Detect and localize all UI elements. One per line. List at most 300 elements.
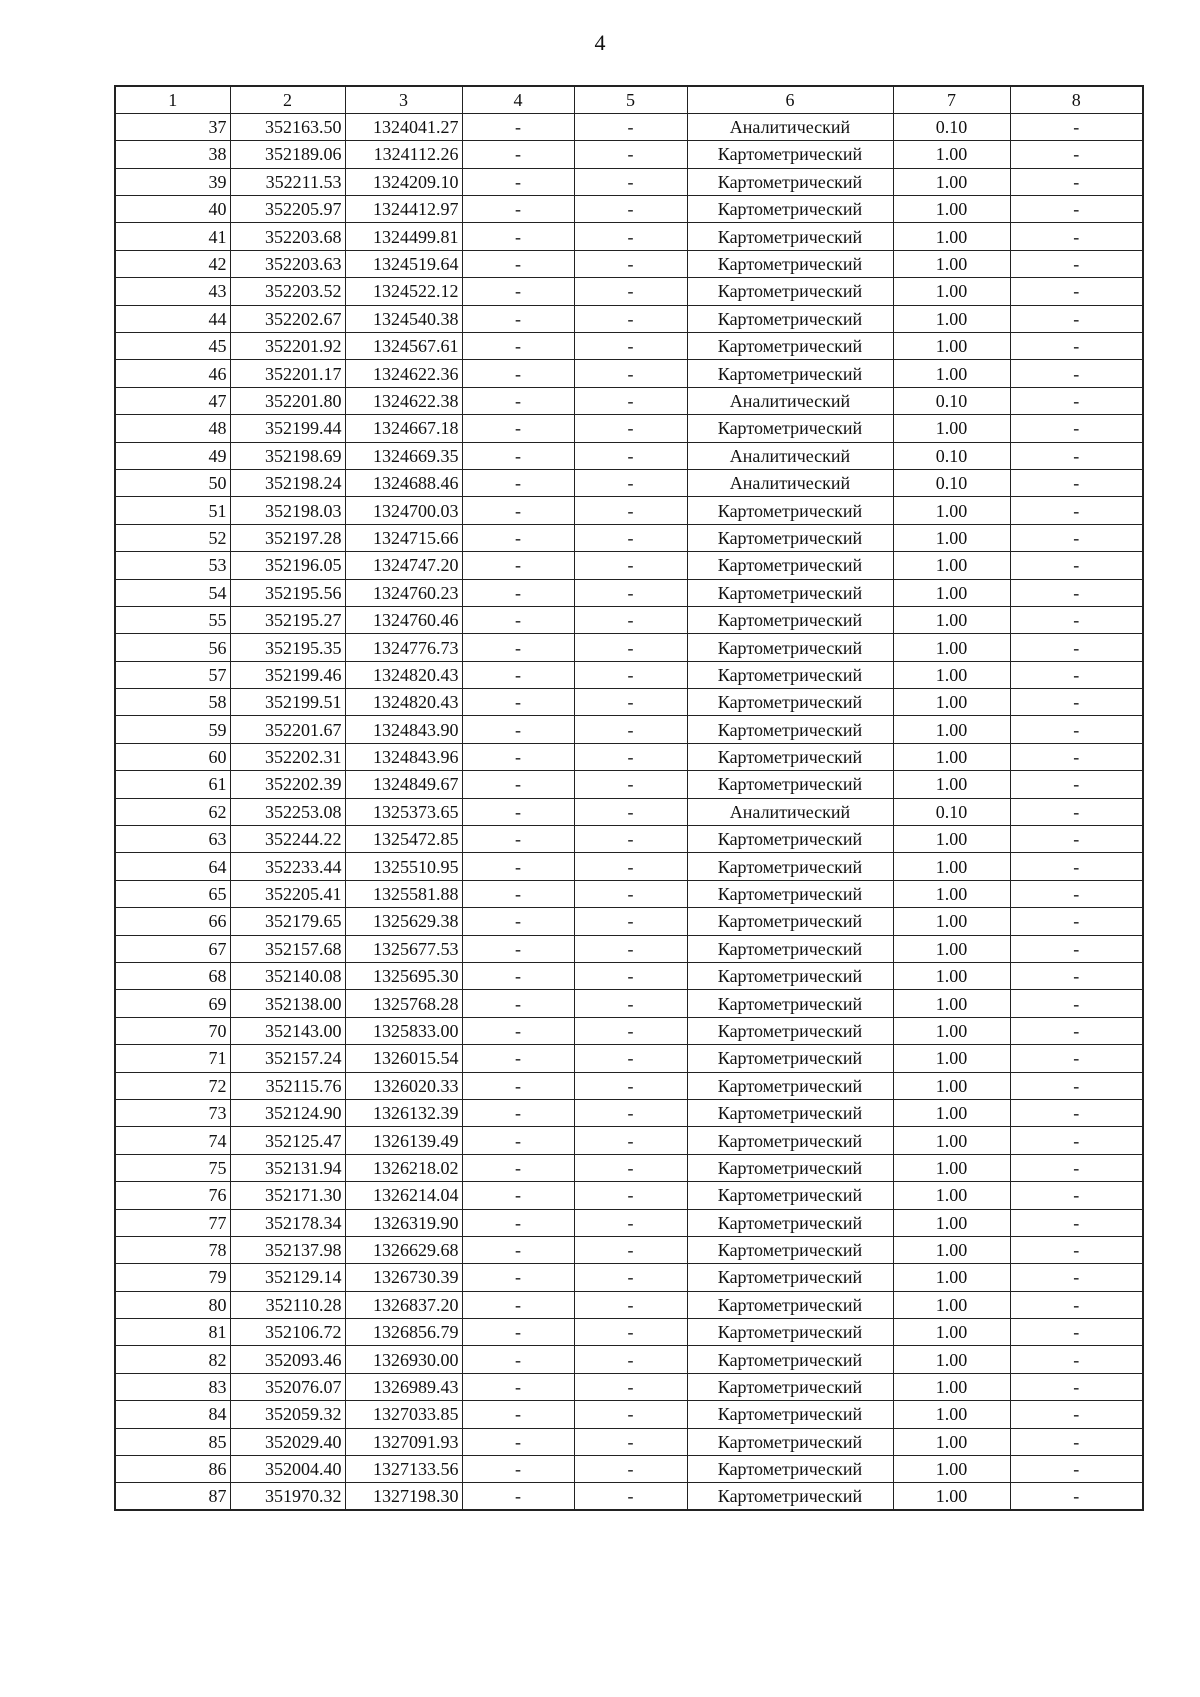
col4-cell: -: [462, 606, 574, 633]
point-number-cell: 64: [115, 853, 230, 880]
col8-cell: -: [1010, 1099, 1143, 1126]
method-cell: Картометрический: [687, 1401, 893, 1428]
method-cell: Картометрический: [687, 1428, 893, 1455]
x-coordinate-cell: 352202.67: [230, 305, 345, 332]
y-coordinate-cell: 1324776.73: [345, 634, 462, 661]
col8-cell: -: [1010, 1346, 1143, 1373]
col5-cell: -: [574, 963, 687, 990]
col5-cell: -: [574, 141, 687, 168]
y-coordinate-cell: 1324700.03: [345, 497, 462, 524]
col4-cell: -: [462, 1099, 574, 1126]
col5-cell: -: [574, 880, 687, 907]
y-coordinate-cell: 1324112.26: [345, 141, 462, 168]
accuracy-cell: 1.00: [893, 880, 1010, 907]
col8-cell: -: [1010, 305, 1143, 332]
method-cell: Картометрический: [687, 826, 893, 853]
method-cell: Картометрический: [687, 333, 893, 360]
table-row: [115, 1127, 1143, 1154]
accuracy-cell: 1.00: [893, 1017, 1010, 1044]
col8-cell: -: [1010, 963, 1143, 990]
accuracy-cell: 1.00: [893, 935, 1010, 962]
accuracy-cell: 1.00: [893, 1456, 1010, 1483]
col8-cell: -: [1010, 469, 1143, 496]
table-row: [115, 1373, 1143, 1400]
col4-cell: -: [462, 387, 574, 414]
table-row: [115, 469, 1143, 496]
accuracy-cell: 1.00: [893, 1291, 1010, 1318]
x-coordinate-cell: 352137.98: [230, 1236, 345, 1263]
y-coordinate-cell: 1324522.12: [345, 278, 462, 305]
accuracy-cell: 1.00: [893, 1428, 1010, 1455]
accuracy-cell: 1.00: [893, 223, 1010, 250]
col5-cell: -: [574, 1045, 687, 1072]
col4-cell: -: [462, 223, 574, 250]
method-cell: Картометрический: [687, 634, 893, 661]
col4-cell: -: [462, 716, 574, 743]
col4-cell: -: [462, 771, 574, 798]
table-row: [115, 442, 1143, 469]
col8-cell: -: [1010, 880, 1143, 907]
point-number-cell: 80: [115, 1291, 230, 1318]
point-number-cell: 56: [115, 634, 230, 661]
x-coordinate-cell: 352110.28: [230, 1291, 345, 1318]
column-header: 3: [345, 86, 462, 113]
accuracy-cell: 1.00: [893, 689, 1010, 716]
y-coordinate-cell: 1325629.38: [345, 908, 462, 935]
col8-cell: -: [1010, 1017, 1143, 1044]
table-row: [115, 1045, 1143, 1072]
method-cell: Картометрический: [687, 1456, 893, 1483]
point-number-cell: 70: [115, 1017, 230, 1044]
point-number-cell: 67: [115, 935, 230, 962]
point-number-cell: 43: [115, 278, 230, 305]
col4-cell: -: [462, 826, 574, 853]
col5-cell: -: [574, 716, 687, 743]
col4-cell: -: [462, 524, 574, 551]
y-coordinate-cell: 1326837.20: [345, 1291, 462, 1318]
x-coordinate-cell: 352244.22: [230, 826, 345, 853]
method-cell: Картометрический: [687, 880, 893, 907]
accuracy-cell: 0.10: [893, 798, 1010, 825]
method-cell: Картометрический: [687, 908, 893, 935]
col4-cell: -: [462, 497, 574, 524]
x-coordinate-cell: 352093.46: [230, 1346, 345, 1373]
col5-cell: -: [574, 223, 687, 250]
col8-cell: -: [1010, 1291, 1143, 1318]
method-cell: Аналитический: [687, 113, 893, 140]
table-row: [115, 606, 1143, 633]
col8-cell: -: [1010, 990, 1143, 1017]
x-coordinate-cell: 352202.39: [230, 771, 345, 798]
col4-cell: -: [462, 168, 574, 195]
point-number-cell: 38: [115, 141, 230, 168]
col4-cell: -: [462, 661, 574, 688]
table-row: [115, 1456, 1143, 1483]
accuracy-cell: 1.00: [893, 1127, 1010, 1154]
y-coordinate-cell: 1324540.38: [345, 305, 462, 332]
x-coordinate-cell: 352253.08: [230, 798, 345, 825]
y-coordinate-cell: 1325472.85: [345, 826, 462, 853]
method-cell: Картометрический: [687, 1373, 893, 1400]
table-row: [115, 880, 1143, 907]
y-coordinate-cell: 1324412.97: [345, 196, 462, 223]
column-header: 7: [893, 86, 1010, 113]
point-number-cell: 52: [115, 524, 230, 551]
y-coordinate-cell: 1326930.00: [345, 1346, 462, 1373]
point-number-cell: 69: [115, 990, 230, 1017]
y-coordinate-cell: 1324622.38: [345, 387, 462, 414]
y-coordinate-cell: 1326856.79: [345, 1319, 462, 1346]
col8-cell: -: [1010, 1401, 1143, 1428]
col8-cell: -: [1010, 223, 1143, 250]
point-number-cell: 79: [115, 1264, 230, 1291]
col8-cell: -: [1010, 415, 1143, 442]
method-cell: Картометрический: [687, 1483, 893, 1510]
method-cell: Картометрический: [687, 1319, 893, 1346]
col5-cell: -: [574, 250, 687, 277]
col5-cell: -: [574, 661, 687, 688]
col5-cell: -: [574, 469, 687, 496]
table-row: [115, 415, 1143, 442]
table-row: [115, 1154, 1143, 1181]
y-coordinate-cell: 1327133.56: [345, 1456, 462, 1483]
method-cell: Аналитический: [687, 469, 893, 496]
table-row: [115, 1401, 1143, 1428]
col5-cell: -: [574, 278, 687, 305]
method-cell: Картометрический: [687, 223, 893, 250]
col5-cell: -: [574, 168, 687, 195]
col5-cell: -: [574, 579, 687, 606]
method-cell: Картометрический: [687, 963, 893, 990]
x-coordinate-cell: 352178.34: [230, 1209, 345, 1236]
table-row: [115, 935, 1143, 962]
table-row: [115, 1264, 1143, 1291]
col5-cell: -: [574, 1483, 687, 1510]
method-cell: Картометрический: [687, 1072, 893, 1099]
point-number-cell: 53: [115, 552, 230, 579]
accuracy-cell: 1.00: [893, 497, 1010, 524]
point-number-cell: 57: [115, 661, 230, 688]
col8-cell: -: [1010, 552, 1143, 579]
table-row: [115, 579, 1143, 606]
accuracy-cell: 1.00: [893, 716, 1010, 743]
point-number-cell: 84: [115, 1401, 230, 1428]
x-coordinate-cell: 352201.80: [230, 387, 345, 414]
y-coordinate-cell: 1324747.20: [345, 552, 462, 579]
x-coordinate-cell: 352163.50: [230, 113, 345, 140]
col5-cell: -: [574, 798, 687, 825]
y-coordinate-cell: 1325373.65: [345, 798, 462, 825]
point-number-cell: 39: [115, 168, 230, 195]
y-coordinate-cell: 1327091.93: [345, 1428, 462, 1455]
col5-cell: -: [574, 1373, 687, 1400]
table-row: [115, 990, 1143, 1017]
method-cell: Картометрический: [687, 305, 893, 332]
accuracy-cell: 1.00: [893, 278, 1010, 305]
method-cell: Аналитический: [687, 798, 893, 825]
col4-cell: -: [462, 1456, 574, 1483]
col8-cell: -: [1010, 1483, 1143, 1510]
col8-cell: -: [1010, 497, 1143, 524]
y-coordinate-cell: 1324843.90: [345, 716, 462, 743]
table-row: [115, 826, 1143, 853]
x-coordinate-cell: 352198.24: [230, 469, 345, 496]
table-row: [115, 497, 1143, 524]
method-cell: Картометрический: [687, 1291, 893, 1318]
col5-cell: -: [574, 497, 687, 524]
point-number-cell: 75: [115, 1154, 230, 1181]
accuracy-cell: 1.00: [893, 634, 1010, 661]
y-coordinate-cell: 1324669.35: [345, 442, 462, 469]
accuracy-cell: 0.10: [893, 387, 1010, 414]
col8-cell: -: [1010, 661, 1143, 688]
col4-cell: -: [462, 689, 574, 716]
y-coordinate-cell: 1324849.67: [345, 771, 462, 798]
x-coordinate-cell: 352196.05: [230, 552, 345, 579]
col8-cell: -: [1010, 1264, 1143, 1291]
col8-cell: -: [1010, 278, 1143, 305]
y-coordinate-cell: 1325677.53: [345, 935, 462, 962]
col8-cell: -: [1010, 1456, 1143, 1483]
col5-cell: -: [574, 1291, 687, 1318]
point-number-cell: 58: [115, 689, 230, 716]
method-cell: Картометрический: [687, 1017, 893, 1044]
x-coordinate-cell: 352205.41: [230, 880, 345, 907]
col4-cell: -: [462, 990, 574, 1017]
col8-cell: -: [1010, 771, 1143, 798]
point-number-cell: 68: [115, 963, 230, 990]
col5-cell: -: [574, 634, 687, 661]
point-number-cell: 63: [115, 826, 230, 853]
accuracy-cell: 1.00: [893, 963, 1010, 990]
column-header: 4: [462, 86, 574, 113]
accuracy-cell: 1.00: [893, 524, 1010, 551]
y-coordinate-cell: 1324499.81: [345, 223, 462, 250]
col5-cell: -: [574, 908, 687, 935]
col4-cell: -: [462, 469, 574, 496]
col5-cell: -: [574, 1127, 687, 1154]
col4-cell: -: [462, 853, 574, 880]
y-coordinate-cell: 1326218.02: [345, 1154, 462, 1181]
x-coordinate-cell: 352140.08: [230, 963, 345, 990]
x-coordinate-cell: 352202.31: [230, 743, 345, 770]
table-row: [115, 798, 1143, 825]
table-row: [115, 743, 1143, 770]
method-cell: Картометрический: [687, 935, 893, 962]
x-coordinate-cell: 352198.69: [230, 442, 345, 469]
point-number-cell: 83: [115, 1373, 230, 1400]
y-coordinate-cell: 1325833.00: [345, 1017, 462, 1044]
col8-cell: -: [1010, 579, 1143, 606]
point-number-cell: 60: [115, 743, 230, 770]
table-row: [115, 634, 1143, 661]
point-number-cell: 45: [115, 333, 230, 360]
column-header: 5: [574, 86, 687, 113]
col5-cell: -: [574, 826, 687, 853]
point-number-cell: 77: [115, 1209, 230, 1236]
col8-cell: -: [1010, 1319, 1143, 1346]
table-row: [115, 524, 1143, 551]
x-coordinate-cell: 352199.51: [230, 689, 345, 716]
accuracy-cell: 1.00: [893, 606, 1010, 633]
col8-cell: -: [1010, 250, 1143, 277]
table-row: [115, 360, 1143, 387]
col8-cell: -: [1010, 196, 1143, 223]
accuracy-cell: 1.00: [893, 1209, 1010, 1236]
table-row: [115, 552, 1143, 579]
accuracy-cell: 1.00: [893, 168, 1010, 195]
col8-cell: -: [1010, 168, 1143, 195]
x-coordinate-cell: 352205.97: [230, 196, 345, 223]
y-coordinate-cell: 1326132.39: [345, 1099, 462, 1126]
col5-cell: -: [574, 1319, 687, 1346]
col8-cell: -: [1010, 1127, 1143, 1154]
x-coordinate-cell: 352233.44: [230, 853, 345, 880]
col4-cell: -: [462, 963, 574, 990]
table-row: [115, 1209, 1143, 1236]
x-coordinate-cell: 352195.56: [230, 579, 345, 606]
y-coordinate-cell: 1326629.68: [345, 1236, 462, 1263]
col8-cell: -: [1010, 1182, 1143, 1209]
accuracy-cell: 1.00: [893, 250, 1010, 277]
y-coordinate-cell: 1326139.49: [345, 1127, 462, 1154]
column-header: 1: [115, 86, 230, 113]
point-number-cell: 59: [115, 716, 230, 743]
accuracy-cell: 1.00: [893, 908, 1010, 935]
col5-cell: -: [574, 935, 687, 962]
col5-cell: -: [574, 771, 687, 798]
accuracy-cell: 1.00: [893, 1236, 1010, 1263]
accuracy-cell: 1.00: [893, 141, 1010, 168]
point-number-cell: 86: [115, 1456, 230, 1483]
accuracy-cell: 1.00: [893, 661, 1010, 688]
col5-cell: -: [574, 990, 687, 1017]
col4-cell: -: [462, 1483, 574, 1510]
col4-cell: -: [462, 1017, 574, 1044]
col4-cell: -: [462, 1072, 574, 1099]
table-row: [115, 1099, 1143, 1126]
accuracy-cell: 1.00: [893, 579, 1010, 606]
method-cell: Картометрический: [687, 360, 893, 387]
point-number-cell: 47: [115, 387, 230, 414]
col4-cell: -: [462, 880, 574, 907]
point-number-cell: 37: [115, 113, 230, 140]
accuracy-cell: 1.00: [893, 1319, 1010, 1346]
point-number-cell: 40: [115, 196, 230, 223]
method-cell: Аналитический: [687, 442, 893, 469]
table-row: [115, 223, 1143, 250]
method-cell: Картометрический: [687, 1127, 893, 1154]
x-coordinate-cell: 352129.14: [230, 1264, 345, 1291]
column-header: 8: [1010, 86, 1143, 113]
col5-cell: -: [574, 305, 687, 332]
col5-cell: -: [574, 360, 687, 387]
col4-cell: -: [462, 798, 574, 825]
method-cell: Картометрический: [687, 661, 893, 688]
coordinates-table: [114, 85, 1144, 1511]
method-cell: Картометрический: [687, 1099, 893, 1126]
col4-cell: -: [462, 1236, 574, 1263]
col4-cell: -: [462, 1291, 574, 1318]
table-row: [115, 853, 1143, 880]
point-number-cell: 71: [115, 1045, 230, 1072]
method-cell: Картометрический: [687, 1209, 893, 1236]
col8-cell: -: [1010, 743, 1143, 770]
point-number-cell: 76: [115, 1182, 230, 1209]
col5-cell: -: [574, 524, 687, 551]
method-cell: Картометрический: [687, 141, 893, 168]
col8-cell: -: [1010, 1209, 1143, 1236]
col5-cell: -: [574, 1209, 687, 1236]
col4-cell: -: [462, 1209, 574, 1236]
accuracy-cell: 1.00: [893, 196, 1010, 223]
col4-cell: -: [462, 278, 574, 305]
table-row: [115, 113, 1143, 140]
col4-cell: -: [462, 1346, 574, 1373]
column-header: 6: [687, 86, 893, 113]
col4-cell: -: [462, 1401, 574, 1428]
point-number-cell: 66: [115, 908, 230, 935]
method-cell: Картометрический: [687, 771, 893, 798]
col5-cell: -: [574, 415, 687, 442]
y-coordinate-cell: 1324041.27: [345, 113, 462, 140]
accuracy-cell: 1.00: [893, 990, 1010, 1017]
col4-cell: -: [462, 442, 574, 469]
col4-cell: -: [462, 579, 574, 606]
col4-cell: -: [462, 552, 574, 579]
y-coordinate-cell: 1327033.85: [345, 1401, 462, 1428]
x-coordinate-cell: 352143.00: [230, 1017, 345, 1044]
col5-cell: -: [574, 1182, 687, 1209]
col8-cell: -: [1010, 1045, 1143, 1072]
point-number-cell: 78: [115, 1236, 230, 1263]
method-cell: Картометрический: [687, 743, 893, 770]
table-row: [115, 1182, 1143, 1209]
col8-cell: -: [1010, 606, 1143, 633]
method-cell: Картометрический: [687, 250, 893, 277]
table-row: [115, 278, 1143, 305]
col4-cell: -: [462, 1045, 574, 1072]
point-number-cell: 62: [115, 798, 230, 825]
col4-cell: -: [462, 196, 574, 223]
col4-cell: -: [462, 743, 574, 770]
col4-cell: -: [462, 634, 574, 661]
accuracy-cell: 1.00: [893, 1401, 1010, 1428]
point-number-cell: 54: [115, 579, 230, 606]
table-row: [115, 908, 1143, 935]
point-number-cell: 65: [115, 880, 230, 907]
y-coordinate-cell: 1324567.61: [345, 333, 462, 360]
point-number-cell: 50: [115, 469, 230, 496]
y-coordinate-cell: 1324760.23: [345, 579, 462, 606]
x-coordinate-cell: 352029.40: [230, 1428, 345, 1455]
table-row: [115, 661, 1143, 688]
col5-cell: -: [574, 442, 687, 469]
x-coordinate-cell: 352203.63: [230, 250, 345, 277]
y-coordinate-cell: 1326989.43: [345, 1373, 462, 1400]
y-coordinate-cell: 1324843.96: [345, 743, 462, 770]
point-number-cell: 51: [115, 497, 230, 524]
table-row: [115, 1346, 1143, 1373]
y-coordinate-cell: 1324760.46: [345, 606, 462, 633]
col5-cell: -: [574, 1154, 687, 1181]
x-coordinate-cell: 352131.94: [230, 1154, 345, 1181]
accuracy-cell: 1.00: [893, 1045, 1010, 1072]
method-cell: Картометрический: [687, 716, 893, 743]
col8-cell: -: [1010, 442, 1143, 469]
x-coordinate-cell: 352125.47: [230, 1127, 345, 1154]
y-coordinate-cell: 1326214.04: [345, 1182, 462, 1209]
